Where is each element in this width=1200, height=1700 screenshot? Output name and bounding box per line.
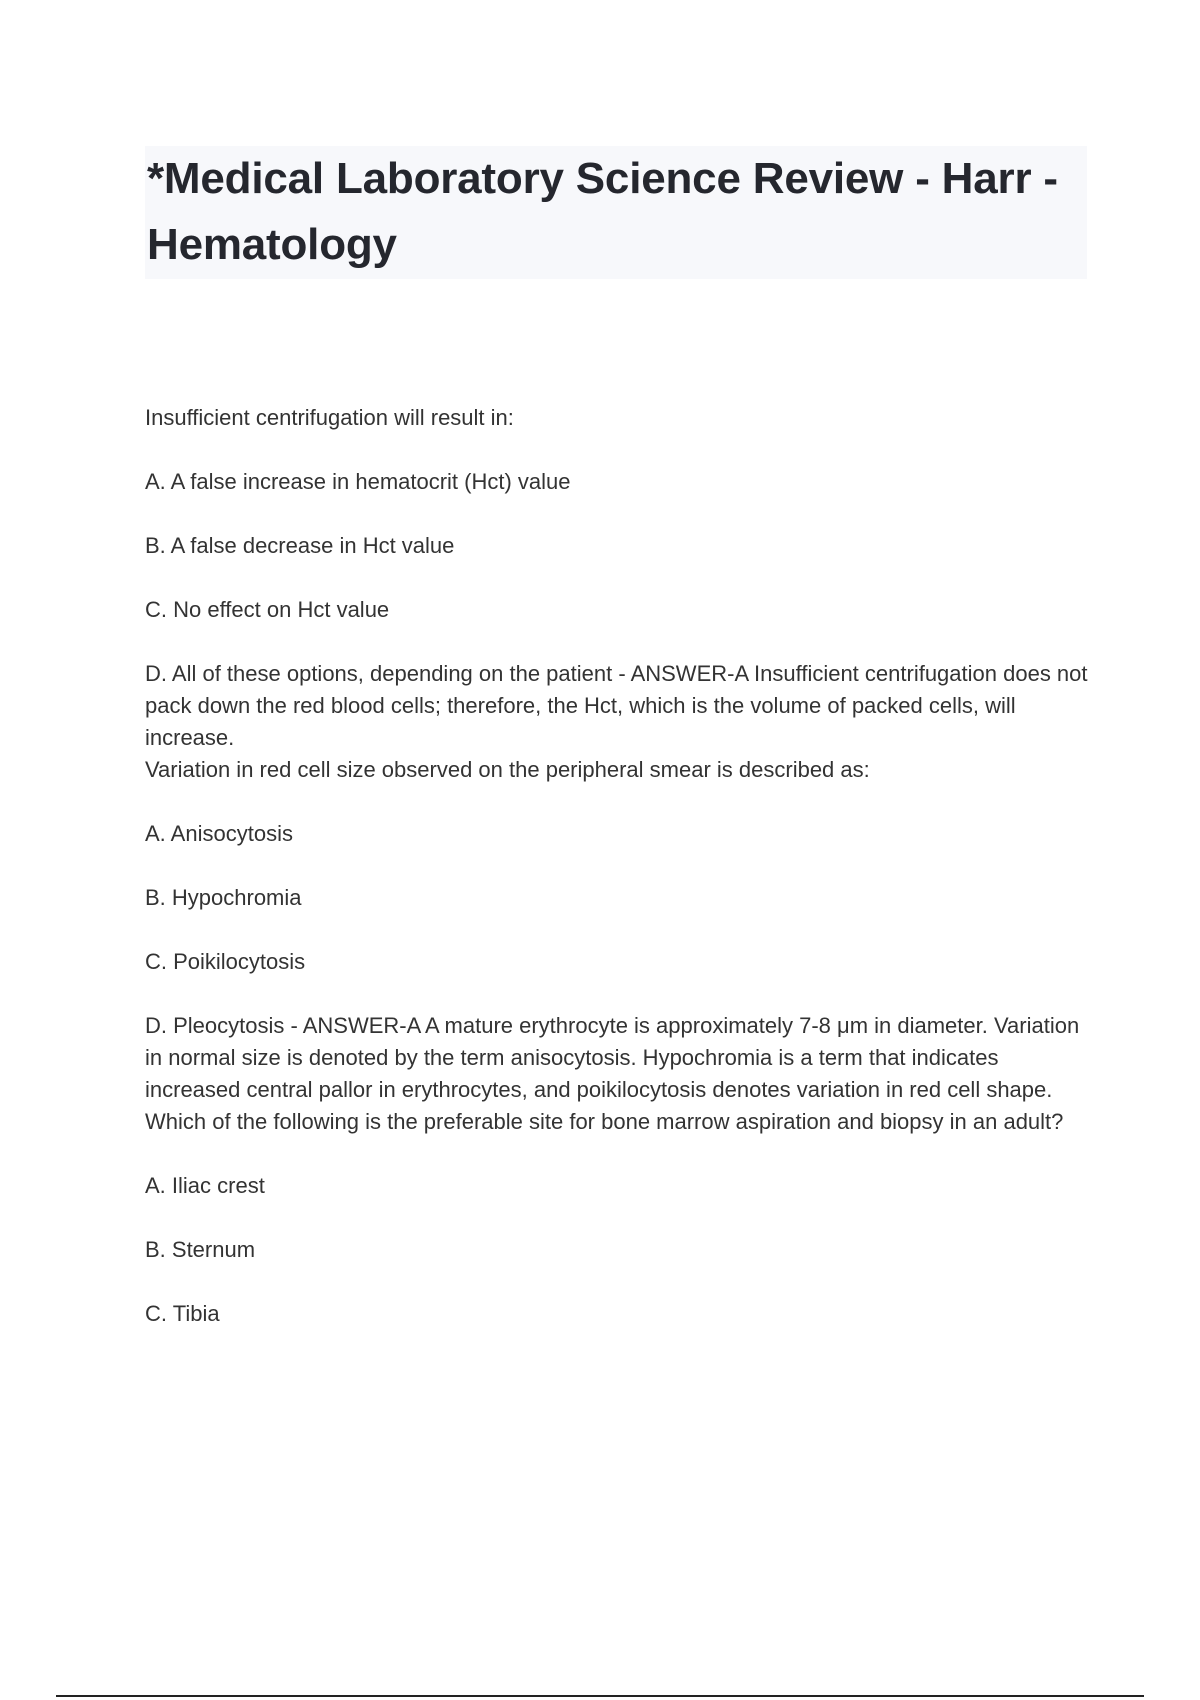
q1-option-d-answer: D. All of these options, depending on the patient - ANSWER-A Insufficient centrifugation does not pack down the red blood cells; therefore, the Hct, which is the volume of packed cells, will increase.: [145, 661, 1088, 750]
q3-option-c: C. Tibia: [145, 1301, 220, 1326]
q2-question: Variation in red cell size observed on the peripheral smear is described as:: [145, 757, 870, 782]
q1-question: Insufficient centrifugation will result in:: [145, 405, 514, 430]
q1-option-a: A. A false increase in hematocrit (Hct) value: [145, 469, 571, 494]
document-title: *Medical Laboratory Science Review - Harr - Hematology: [147, 154, 1058, 269]
document-content: [145, 402, 1090, 1362]
q1-option-c: C. No effect on Hct value: [145, 597, 390, 622]
q1-option-b: B. A false decrease in Hct value: [145, 533, 455, 558]
q3-option-a: A. Iliac crest: [145, 1173, 265, 1198]
q2-option-d-answer: D. Pleocytosis - ANSWER-A A mature erythrocyte is approximately 7-8 μm in diameter. Variation in normal size is denoted by the term anisocytosis. Hypochromia is a term that indicates increased central pallor in erythrocytes, and poikilocytosis denotes variation in red cell shape.: [145, 1013, 1080, 1102]
q2-option-a: A. Anisocytosis: [145, 821, 293, 846]
q2-option-c: C. Poikilocytosis: [145, 949, 306, 974]
q3-option-b: B. Sternum: [145, 1237, 256, 1262]
q3-question: Which of the following is the preferable site for bone marrow aspiration and biopsy in an adult?: [145, 1109, 1064, 1134]
title-block: [145, 146, 1087, 279]
q2-option-b: B. Hypochromia: [145, 885, 302, 910]
footer-rule: [56, 1695, 1144, 1697]
